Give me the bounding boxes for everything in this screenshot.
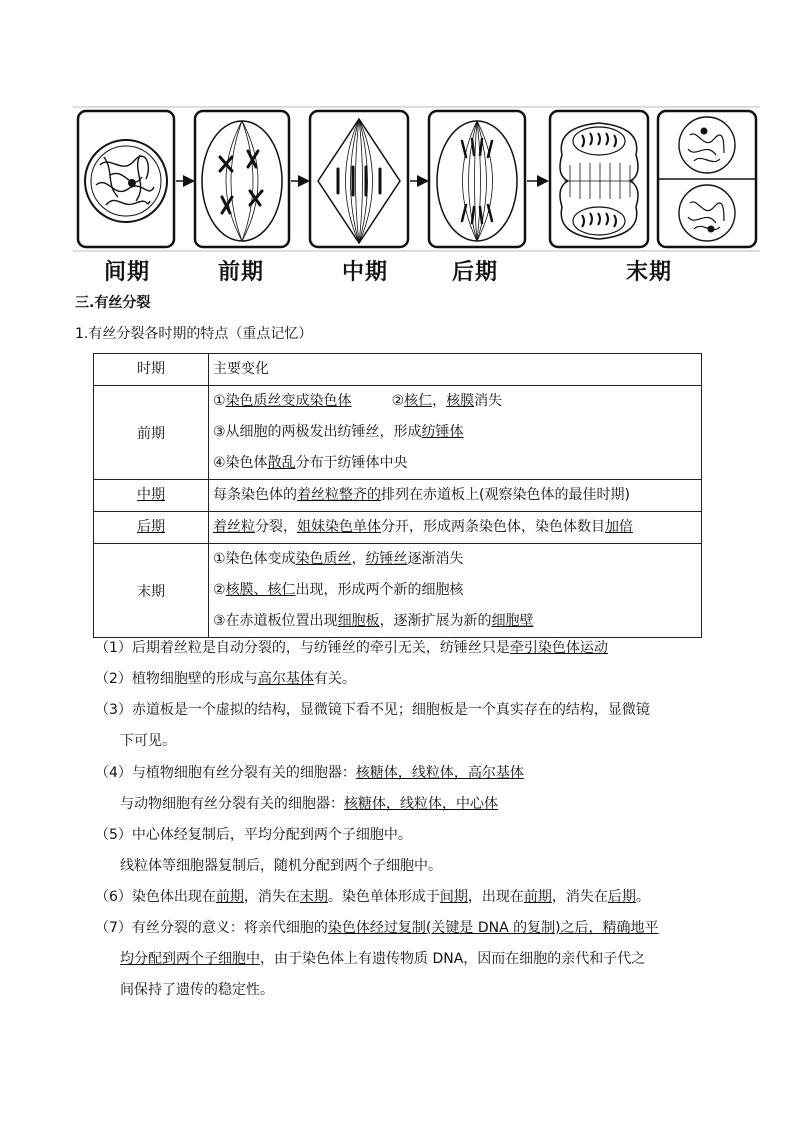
text: ， [432,393,447,409]
key-term: 染色质丝变成染色体 [225,393,352,409]
note-3: （3）赤道板是一个虚拟的结构，显微镜下看不见；细胞板是一个真实存在的结构，显微镜 [95,702,650,718]
text: ， [351,551,366,567]
text: 分布于纺锤体中央 [295,455,408,471]
text: 消失 [474,393,503,409]
phase-changes-anaphase [209,512,702,544]
key-term: 核糖体，线粒体，高尔基体 [355,765,524,781]
note-2 [95,664,356,695]
text: 排列在赤道板上(观察染色体的最佳时期) [381,487,630,503]
key-term: 散乱 [267,455,296,471]
key-term: 纺锤体 [421,424,464,440]
key-term: 着丝粒 [213,519,255,535]
mitosis-phase-table [93,353,702,638]
text: ① [213,393,226,409]
note-7 [95,913,659,944]
key-term: 核膜 [446,393,475,409]
key-term: 纺锤丝 [365,551,408,567]
header-phase: 时期 [94,354,209,386]
text: （4）与植物细胞有丝分裂有关的细胞器： [95,765,356,781]
stage-label-anaphase: 后期 [452,259,499,285]
phase-name-telophase: 末期 [94,544,209,638]
phase-name-anaphase: 后期 [137,519,165,535]
text: ，逐渐扩展为新的 [379,613,492,629]
text: ，消失在 [551,889,608,905]
key-term: 高尔基体 [257,671,314,687]
key-term: 染色体经过复制(关键是 DNA 的复制)之后，精确地平 [327,920,659,936]
text: 每条染色体的 [213,487,297,503]
note-6 [95,882,650,913]
key-term: 牵引染色体运动 [509,640,608,656]
stage-label-interphase: 间期 [104,259,151,285]
text: 分开，形成两条染色体，染色体数目 [381,519,605,535]
text: ，消失在 [243,889,300,905]
phase-changes-telophase [209,544,702,638]
prophase-cell [195,111,289,247]
text: （7）有丝分裂的意义：将亲代细胞的 [95,920,328,936]
mitosis-stages-figure [70,105,765,255]
table-row-telophase [94,544,702,638]
table-row-prophase [94,386,702,480]
key-term: 核糖体，线粒体，中心体 [344,796,498,812]
key-term: 染色质丝 [295,551,352,567]
key-term: 姐妹染色单体 [297,519,381,535]
key-term: 末期 [299,889,328,905]
text: （1）后期着丝粒是自动分裂的，与纺锤丝的牵引无关，纺锤丝只是 [95,640,510,656]
text: 分裂， [255,519,297,535]
note-7-cont [120,944,645,975]
anaphase-cell [429,111,525,247]
stage-label-metaphase: 中期 [342,259,389,285]
key-term: 前期 [523,889,552,905]
key-term: 间期 [439,889,468,905]
table-header-row [94,354,702,386]
phase-name-cell [94,512,209,544]
metaphase-cell [310,111,408,247]
text: 。 [635,889,650,905]
note-4-animal [120,789,498,820]
interphase-cell [78,111,174,247]
header-changes: 主要变化 [209,354,702,386]
phase-changes-metaphase [209,480,702,512]
text: ② [391,393,405,409]
telophase-animal-cell [550,111,648,247]
phase-name-prophase: 前期 [94,386,209,480]
note-1 [95,633,608,664]
key-term: 核仁 [404,393,433,409]
key-term: 核膜、核仁 [225,582,296,598]
text: 有关。 [313,671,356,687]
text: ② [213,582,226,598]
key-term: 均分配到两个子细胞中 [120,951,260,967]
text: 出现，形成两个新的细胞核 [295,582,464,598]
text: ④染色体 [213,455,268,471]
stage-label-telophase: 末期 [626,259,673,285]
text: 。染色单体形成于 [327,889,440,905]
section-heading: 三.有丝分裂 [75,295,151,311]
text: ①染色体变成 [213,551,296,567]
note-5-cont: 线粒体等细胞器复制后，随机分配到两个子细胞中。 [120,858,442,874]
note-5: （5）中心体经复制后，平均分配到两个子细胞中。 [95,827,412,843]
key-term: 细胞板 [337,613,380,629]
text: ，由于染色体上有遗传物质 DNA，因而在细胞的亲代和子代之 [260,951,646,967]
note-3-cont: 下可见。 [120,733,176,749]
table-row-metaphase [94,480,702,512]
key-term: 前期 [215,889,244,905]
phase-name-metaphase: 中期 [137,487,165,503]
phase-name-cell [94,480,209,512]
text: 与动物细胞有丝分裂有关的细胞器： [120,796,344,812]
phase-changes-prophase [209,386,702,480]
text: （2）植物细胞壁的形成与 [95,671,258,687]
text: ③在赤道板位置出现 [213,613,338,629]
text: ，出现在 [467,889,524,905]
text: 逐渐消失 [407,551,464,567]
key-term: 加倍 [605,519,633,535]
note-4 [95,758,524,789]
text: （6）染色体出现在 [95,889,216,905]
telophase-plant-cell [658,111,756,247]
note-7-end: 间保持了遗传的稳定性。 [120,982,274,998]
key-term: 细胞壁 [491,613,534,629]
text: ③从细胞的两极发出纺锤丝，形成 [213,424,422,440]
key-term: 着丝粒整齐的 [297,487,381,503]
stage-label-prophase: 前期 [218,259,265,285]
section-subheading: 1.有丝分裂各时期的特点（重点记忆） [75,326,313,342]
table-row-anaphase [94,512,702,544]
key-term: 后期 [607,889,636,905]
